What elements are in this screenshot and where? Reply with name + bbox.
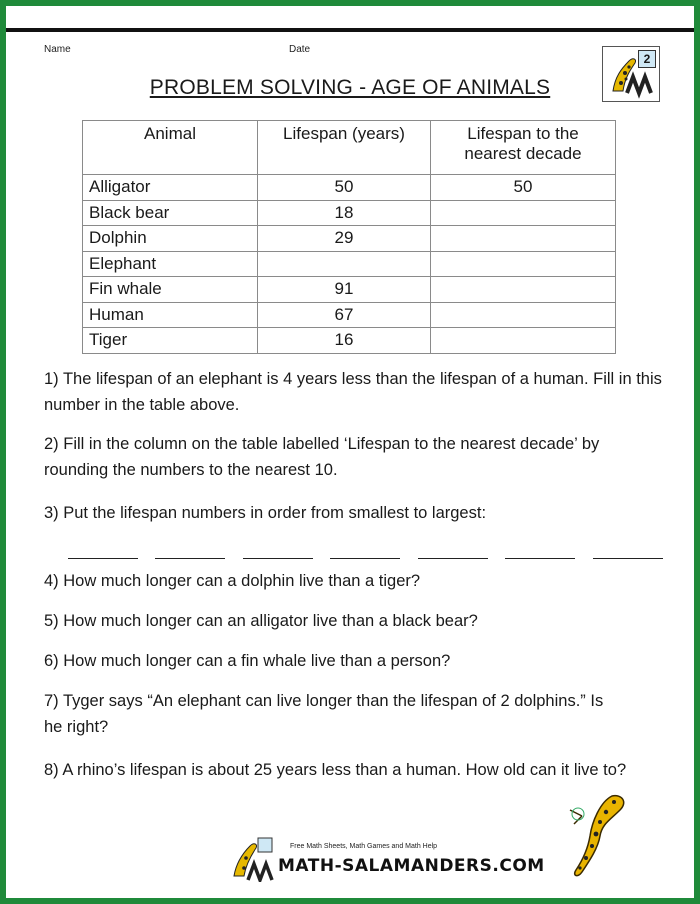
animal-cell: Human [83, 302, 258, 328]
decade-cell[interactable] [431, 302, 616, 328]
table-row [83, 328, 616, 354]
footer-logo-icon [228, 836, 278, 882]
lifespan-cell: 29 [258, 226, 431, 252]
question-2: 2) Fill in the column on the table labelled ‘Lifespan to the nearest decade’ by rounding the numbers to the nearest 10. [44, 435, 600, 479]
animal-cell: Elephant [83, 251, 258, 277]
table-row [83, 200, 616, 226]
salamander-illustration-icon [560, 790, 640, 880]
animal-cell: Dolphin [83, 226, 258, 252]
table-row [83, 226, 616, 252]
table-row [83, 302, 616, 328]
column-header: Animal [83, 121, 258, 175]
lifespan-cell: 18 [258, 200, 431, 226]
question-7: 7) Tyger says “An elephant can live longer than the lifespan of 2 dolphins.” Is he right? [44, 692, 604, 736]
footer-brand[interactable]: MATH-SALAMANDERS.COM [278, 856, 545, 876]
footer-tagline: Free Math Sheets, Math Games and Math Help [290, 843, 438, 850]
animal-cell: Fin whale [83, 277, 258, 303]
animal-cell: Alligator [83, 175, 258, 201]
lifespan-cell: 67 [258, 302, 431, 328]
name-label: Name [44, 44, 71, 55]
question-5: 5) How much longer can an alligator live than a black bear? [44, 612, 478, 630]
table-row [83, 251, 616, 277]
lifespan-cell[interactable] [258, 251, 431, 277]
animal-cell: Black bear [83, 200, 258, 226]
question-4: 4) How much longer can a dolphin live than a tiger? [44, 572, 421, 590]
decade-cell[interactable] [431, 328, 616, 354]
answer-blank[interactable] [155, 544, 225, 559]
answer-blank[interactable] [243, 544, 313, 559]
answer-blank[interactable] [593, 544, 663, 559]
question-6: 6) How much longer can a fin whale live than a person? [44, 652, 451, 670]
answer-blank[interactable] [330, 544, 400, 559]
lifespan-cell: 16 [258, 328, 431, 354]
date-label: Date [289, 44, 311, 55]
table-header-row [83, 121, 616, 175]
animal-cell: Tiger [83, 328, 258, 354]
column-header: Lifespan to the nearest decade [431, 121, 616, 175]
decade-cell[interactable]: 50 [431, 175, 616, 201]
answer-blank[interactable] [418, 544, 488, 559]
grade-badge: 2 [638, 50, 656, 68]
lifespan-cell: 91 [258, 277, 431, 303]
decade-cell[interactable] [431, 226, 616, 252]
table-row [83, 277, 616, 303]
ordering-blanks[interactable] [68, 544, 673, 564]
table-row [83, 175, 616, 201]
decade-cell[interactable] [431, 251, 616, 277]
lifespan-table [82, 120, 616, 354]
top-rule [6, 28, 694, 32]
answer-blank[interactable] [68, 544, 138, 559]
question-8: 8) A rhino’s lifespan is about 25 years less than a human. How old can it live to? [44, 761, 627, 779]
question-1: 1) The lifespan of an elephant is 4 years less than the lifespan of a human. Fill in this number in the table above. [44, 370, 662, 414]
page-title: PROBLEM SOLVING - AGE OF ANIMALS [149, 76, 551, 99]
column-header: Lifespan (years) [258, 121, 431, 175]
question-3: 3) Put the lifespan numbers in order from smallest to largest: [44, 504, 487, 522]
decade-cell[interactable] [431, 277, 616, 303]
answer-blank[interactable] [505, 544, 575, 559]
decade-cell[interactable] [431, 200, 616, 226]
lifespan-cell: 50 [258, 175, 431, 201]
